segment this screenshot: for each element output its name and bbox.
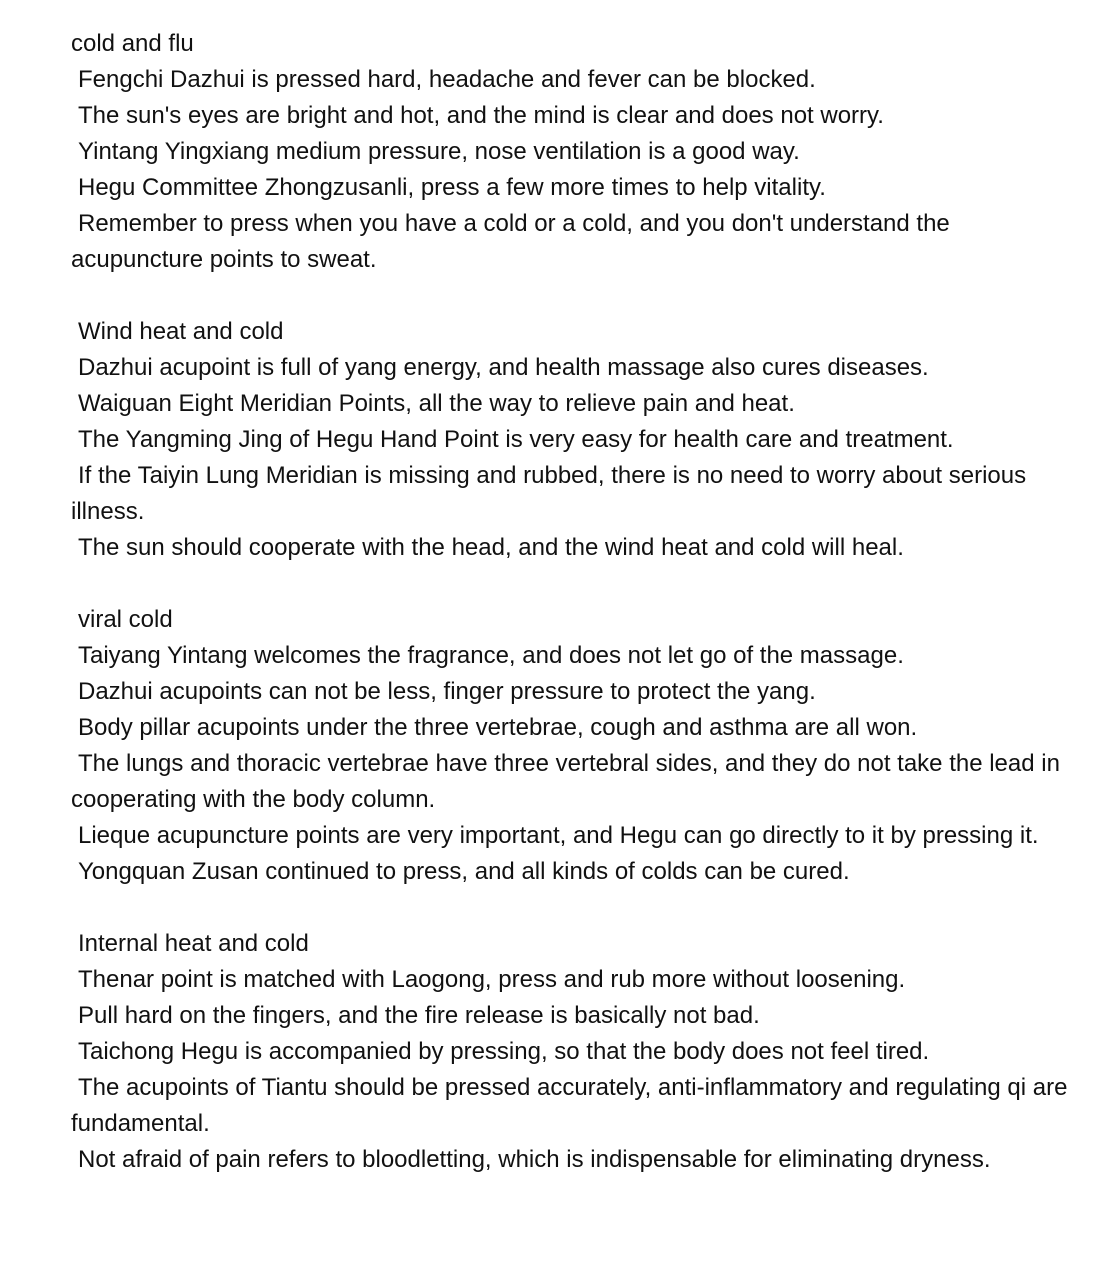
document-body <box>71 26 1071 1178</box>
text-line: Lieque acupuncture points are very important, and Hegu can go directly to it by pressing it. <box>78 822 1039 849</box>
text-line: The acupoints of Tiantu should be pressed accurately, anti-inflammatory and regulating qi are fundamental. <box>71 1074 1068 1137</box>
text-line: The sun's eyes are bright and hot, and the mind is clear and does not worry. <box>78 102 884 129</box>
text-line: Fengchi Dazhui is pressed hard, headache and fever can be blocked. <box>78 66 816 93</box>
text-line: Body pillar acupoints under the three vertebrae, cough and asthma are all won. <box>78 714 918 741</box>
section-heading: Wind heat and cold <box>78 318 284 345</box>
text-line: Thenar point is matched with Laogong, press and rub more without loosening. <box>78 966 906 993</box>
section-heading: Internal heat and cold <box>78 930 309 957</box>
section-heading: viral cold <box>78 606 173 633</box>
section-cold-and-flu <box>71 26 1071 278</box>
section-heading: cold and flu <box>71 30 194 57</box>
text-line: The lungs and thoracic vertebrae have three vertebral sides, and they do not take the lead in cooperating with the body column. <box>71 750 1060 813</box>
text-line: Not afraid of pain refers to bloodletting, which is indispensable for eliminating dryness. <box>78 1146 991 1173</box>
text-line: Dazhui acupoint is full of yang energy, and health massage also cures diseases. <box>78 354 929 381</box>
text-line: Yintang Yingxiang medium pressure, nose ventilation is a good way. <box>78 138 800 165</box>
text-line: Waiguan Eight Meridian Points, all the way to relieve pain and heat. <box>78 390 795 417</box>
text-line: The sun should cooperate with the head, and the wind heat and cold will heal. <box>78 534 904 561</box>
section-viral-cold <box>71 602 1071 890</box>
text-line: Yongquan Zusan continued to press, and all kinds of colds can be cured. <box>78 858 850 885</box>
text-line: Dazhui acupoints can not be less, finger pressure to protect the yang. <box>78 678 816 705</box>
text-line: Taichong Hegu is accompanied by pressing, so that the body does not feel tired. <box>78 1038 930 1065</box>
section-internal-heat-and-cold <box>71 926 1071 1178</box>
text-line: Hegu Committee Zhongzusanli, press a few more times to help vitality. <box>78 174 826 201</box>
section-wind-heat-and-cold <box>71 314 1071 566</box>
text-line: If the Taiyin Lung Meridian is missing and rubbed, there is no need to worry about serious illness. <box>71 462 1027 525</box>
text-line: The Yangming Jing of Hegu Hand Point is very easy for health care and treatment. <box>78 426 954 453</box>
text-line: Pull hard on the fingers, and the fire release is basically not bad. <box>78 1002 760 1029</box>
text-line: Remember to press when you have a cold or a cold, and you don't understand the acupuncture points to sweat. <box>71 210 950 273</box>
text-line: Taiyang Yintang welcomes the fragrance, and does not let go of the massage. <box>78 642 904 669</box>
